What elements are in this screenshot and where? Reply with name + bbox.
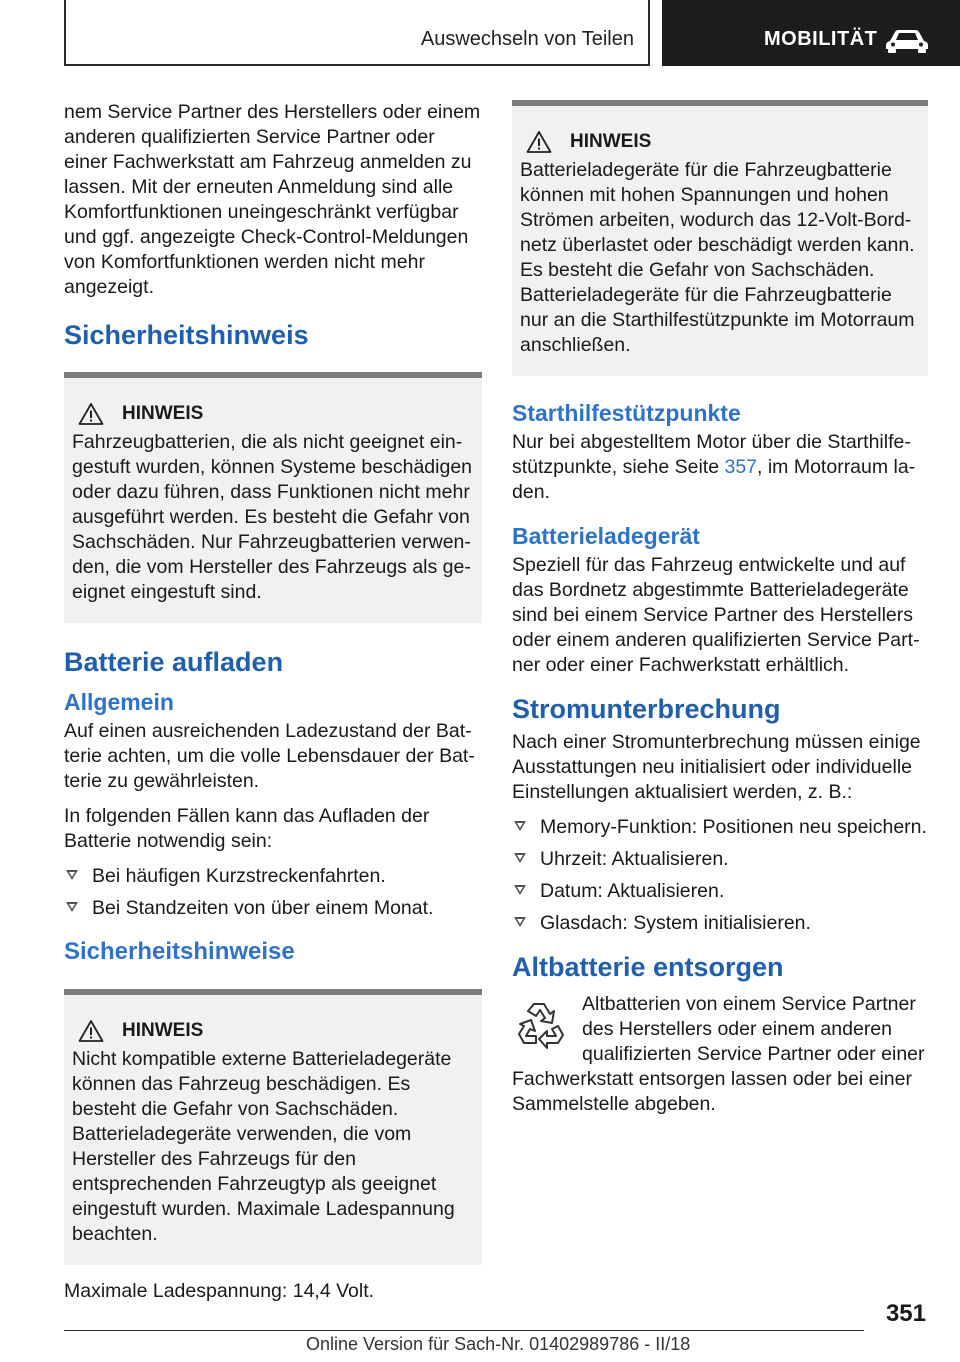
list-item: Bei häufigen Kurzstreckenfahrten. [64,864,482,889]
dispose-paragraph: Altbatterien von einem Service Partner des Herstellers oder einem anderen qualifizierten Service Partner oder einer Fachwerkstatt entsorgen lassen oder bei einer Sammelstelle abgeben. [512,993,925,1115]
page-number: 351 [885,1300,926,1327]
note-header [72,1019,474,1043]
charger-paragraph: Speziell für das Fahrzeug entwickelte und auf das Bordnetz abgestimmte Batterieladegeräte sind bei einem Service Partner des Herstellers oder einem anderen qualifizierten Service Partner oder einer Fachwerkstatt erhältlich. [512,554,920,676]
heading-battery-charge: Batterie aufladen [64,647,284,677]
charge-cases-list [64,864,482,921]
note-text: Batterieladegeräte für die Fahrzeugbatterie können mit hohen Spannungen und hohen Strömen arbeiten, wodurch das 12-Volt-Bordnetz überlastet oder beschädigt werden kann. Es besteht die Gefahr von Sachschäden. Batterieladegeräte für die Fahrzeugbatterie nur an die Starthilfestützpunkte im Motorraum anschließen. [520,159,915,356]
footer-version: Online Version für Sach-Nr. 01402989786 - II/18 [306,1334,691,1354]
intro-paragraph: nem Service Partner des Herstellers oder einem anderen qualifizierten Service Partner oder einer Fachwerkstatt am Fahrzeug anmelden zu lassen. Mit der erneuten Anmeldung sind alle Komfortfunktionen uneingeschränkt verfügbar und ggf. angezeigte Check-Control-Meldungen von Komfortfunktionen werden nicht mehr angezeigt. [64,101,481,298]
left-column [64,100,482,1314]
bullet-triangle-icon [514,853,526,863]
voltage-paragraph: Maximale Ladespannung: 14,4 Volt. [64,1280,375,1302]
bullet-triangle-icon [514,885,526,895]
dispose-block [512,992,928,1117]
heading-dispose-battery: Altbatterie entsorgen [512,952,784,982]
heading-general: Allgemein [64,689,174,715]
bullet-triangle-icon [66,870,78,880]
bullet-triangle-icon [66,902,78,912]
note-label: HINWEIS [570,131,652,152]
heading-battery-charger: Batterieladegerät [512,523,700,549]
recycle-icon [514,996,568,1050]
list-item: Glasdach: System initialisieren. [512,911,928,936]
jump-paragraph: Nur bei abgestelltem Motor über die Starthilfestützpunkte, siehe Seite 357, im Motorraum laden. [512,431,916,503]
header-section-title: Auswechseln von Teilen [420,28,634,50]
heading-power-interruption: Stromunterbrechung [512,694,781,724]
footer-divider [64,1330,864,1331]
power-paragraph: Nach einer Stromunterbrechung müssen einige Ausstattungen neu initialisiert oder individuelle Einstellungen aktualisiert werden, z. B.: [512,731,921,803]
reinit-list [512,815,928,936]
heading-safety-notes: Sicherheitshinweise [64,938,295,965]
header-section-tab [64,0,650,66]
list-item: Bei Standzeiten von über einem Monat. [64,896,482,921]
note-box-chargers [64,989,482,1265]
header-chapter-title: MOBILITÄT [764,28,878,50]
page-link-357[interactable]: 357 [724,456,758,478]
note-box-charger-voltage [512,100,928,376]
note-label: HINWEIS [122,1020,204,1041]
note-box-batteries [64,372,482,623]
general-paragraph-1: Auf einen ausreichenden Ladezustand der Batterie achten, um die volle Lebensdauer der Batterie zu gewährleisten. [64,720,475,792]
bullet-triangle-icon [514,917,526,927]
warning-icon [78,402,104,426]
warning-icon [526,130,552,154]
bullet-triangle-icon [514,821,526,831]
heading-safety-note: Sicherheitshinweis [64,320,309,350]
list-item: Datum: Aktualisieren. [512,879,928,904]
warning-icon [78,1019,104,1043]
right-column [512,100,928,1127]
note-header [72,402,474,426]
note-header [520,130,920,154]
note-label: HINWEIS [122,403,204,424]
note-text: Nicht kompatible externe Batterieladegeräte können das Fahrzeug beschädigen. Es besteht die Gefahr von Sachschäden. Batterieladegeräte verwenden, die vom Hersteller des Fahrzeugs für den entsprechenden Fahrzeugtyp als geeignet eingestuft wurden. Maximale Ladespannung beachten. [72,1048,455,1245]
list-item: Memory-Funktion: Positionen neu speichern. [512,815,928,840]
car-icon [884,27,930,53]
heading-jump-points: Starthilfestützpunkte [512,400,741,426]
note-text: Fahrzeugbatterien, die als nicht geeignet eingestuft wurden, können Systeme beschädigen oder dazu führen, dass Funktionen nicht mehr ausgeführt werden. Es besteht die Gefahr von Sachschäden. Nur Fahrzeugbatterien verwenden, die vom Hersteller des Fahrzeugs als geeignet eingestuft sind. [72,431,473,603]
list-item: Uhrzeit: Aktualisieren. [512,847,928,872]
general-paragraph-2: In folgenden Fällen kann das Aufladen der Batterie notwendig sein: [64,805,430,852]
header-chapter-tab [662,0,960,66]
